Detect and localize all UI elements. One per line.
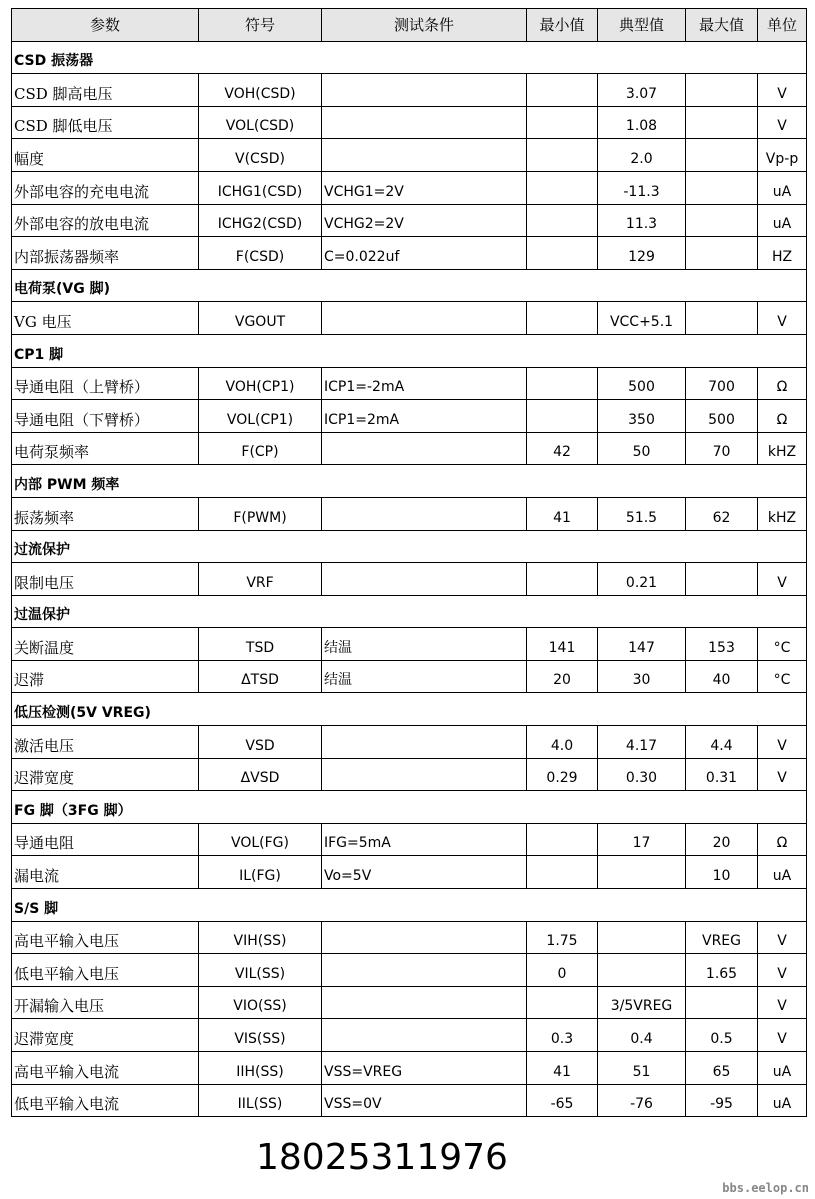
min-cell [527, 367, 598, 400]
min-cell [527, 237, 598, 270]
unit-cell: Vp-p [758, 139, 807, 172]
unit-cell: V [758, 1019, 807, 1052]
typ-cell: VCC+5.1 [598, 302, 686, 335]
unit-cell: uA [758, 856, 807, 889]
symbol-cell: ΔTSD [199, 660, 322, 693]
unit-cell: uA [758, 1052, 807, 1085]
min-cell [527, 856, 598, 889]
unit-cell: Ω [758, 823, 807, 856]
unit-cell: V [758, 563, 807, 596]
table-row [12, 400, 807, 433]
condition-cell [322, 139, 527, 172]
section-row [12, 334, 807, 367]
condition-cell [322, 563, 527, 596]
unit-cell: V [758, 106, 807, 139]
typ-cell: 350 [598, 400, 686, 433]
symbol-cell: ICHG2(CSD) [199, 204, 322, 237]
min-cell [527, 400, 598, 433]
typ-cell: 11.3 [598, 204, 686, 237]
param-cell: 外部电容的放电电流 [12, 204, 199, 237]
symbol-cell: VOH(CSD) [199, 74, 322, 107]
symbol-cell: V(CSD) [199, 139, 322, 172]
max-cell [686, 237, 758, 270]
max-cell: 40 [686, 660, 758, 693]
typ-cell: 0.4 [598, 1019, 686, 1052]
typ-cell: 147 [598, 628, 686, 661]
unit-cell: uA [758, 204, 807, 237]
typ-cell: 4.17 [598, 726, 686, 759]
section-row [12, 41, 807, 74]
header-row [12, 9, 807, 42]
symbol-cell: VOL(CP1) [199, 400, 322, 433]
section-title: 内部 PWM 频率 [12, 465, 807, 498]
table-row [12, 921, 807, 954]
section-title: CSD 振荡器 [12, 41, 807, 74]
symbol-cell: VIH(SS) [199, 921, 322, 954]
table-row [12, 1052, 807, 1085]
min-cell: 41 [527, 1052, 598, 1085]
unit-cell: V [758, 954, 807, 987]
section-row [12, 889, 807, 922]
max-cell: 1.65 [686, 954, 758, 987]
param-cell: 迟滞宽度 [12, 758, 199, 791]
table-row [12, 106, 807, 139]
condition-cell: C=0.022uf [322, 237, 527, 270]
section-row [12, 595, 807, 628]
header-min: 最小值 [527, 9, 598, 42]
max-cell: VREG [686, 921, 758, 954]
param-cell: 漏电流 [12, 856, 199, 889]
section-title: 电荷泵(VG 脚) [12, 269, 807, 302]
condition-cell [322, 954, 527, 987]
min-cell [527, 74, 598, 107]
condition-cell: ICP1=2mA [322, 400, 527, 433]
typ-cell: 3.07 [598, 74, 686, 107]
section-title: 低压检测(5V VREG) [12, 693, 807, 726]
max-cell [686, 563, 758, 596]
typ-cell: 17 [598, 823, 686, 856]
max-cell [686, 106, 758, 139]
unit-cell: V [758, 302, 807, 335]
typ-cell: 0.30 [598, 758, 686, 791]
typ-cell: -76 [598, 1084, 686, 1117]
typ-cell: -11.3 [598, 171, 686, 204]
symbol-cell: VIS(SS) [199, 1019, 322, 1052]
condition-cell: Vo=5V [322, 856, 527, 889]
table-row [12, 497, 807, 530]
min-cell: 4.0 [527, 726, 598, 759]
condition-cell: VSS=0V [322, 1084, 527, 1117]
min-cell: 42 [527, 432, 598, 465]
table-row [12, 139, 807, 172]
param-cell: VG 电压 [12, 302, 199, 335]
param-cell: 低电平输入电压 [12, 954, 199, 987]
unit-cell: V [758, 726, 807, 759]
section-title: S/S 脚 [12, 889, 807, 922]
min-cell [527, 204, 598, 237]
min-cell: 141 [527, 628, 598, 661]
max-cell: -95 [686, 1084, 758, 1117]
condition-cell: VCHG2=2V [322, 204, 527, 237]
watermark: bbs.eelop.cn [722, 1181, 809, 1195]
param-cell: CSD 脚低电压 [12, 106, 199, 139]
table-row [12, 74, 807, 107]
symbol-cell: TSD [199, 628, 322, 661]
condition-cell [322, 432, 527, 465]
table-row [12, 1084, 807, 1117]
typ-cell: 3/5VREG [598, 986, 686, 1019]
param-cell: 开漏输入电压 [12, 986, 199, 1019]
symbol-cell: VIL(SS) [199, 954, 322, 987]
typ-cell: 129 [598, 237, 686, 270]
param-cell: 外部电容的充电电流 [12, 171, 199, 204]
typ-cell: 51.5 [598, 497, 686, 530]
table-row [12, 204, 807, 237]
condition-cell [322, 497, 527, 530]
table-row [12, 302, 807, 335]
table-row [12, 660, 807, 693]
symbol-cell: VGOUT [199, 302, 322, 335]
symbol-cell: F(PWM) [199, 497, 322, 530]
min-cell: 1.75 [527, 921, 598, 954]
table-row [12, 856, 807, 889]
symbol-cell: VOL(FG) [199, 823, 322, 856]
unit-cell: V [758, 986, 807, 1019]
table-row [12, 563, 807, 596]
unit-cell: °C [758, 628, 807, 661]
param-cell: 导通电阻 [12, 823, 199, 856]
unit-cell: kHZ [758, 497, 807, 530]
section-row [12, 465, 807, 498]
header-symbol: 符号 [199, 9, 322, 42]
max-cell [686, 986, 758, 1019]
unit-cell: V [758, 758, 807, 791]
section-row [12, 269, 807, 302]
section-title: 过温保护 [12, 595, 807, 628]
symbol-cell: IL(FG) [199, 856, 322, 889]
symbol-cell: ΔVSD [199, 758, 322, 791]
table-row [12, 823, 807, 856]
section-row [12, 791, 807, 824]
symbol-cell: VIO(SS) [199, 986, 322, 1019]
condition-cell [322, 758, 527, 791]
param-cell: 内部振荡器频率 [12, 237, 199, 270]
unit-cell: HZ [758, 237, 807, 270]
min-cell [527, 986, 598, 1019]
table-row [12, 954, 807, 987]
table-row [12, 171, 807, 204]
param-cell: 限制电压 [12, 563, 199, 596]
min-cell [527, 302, 598, 335]
unit-cell: V [758, 921, 807, 954]
table-row [12, 1019, 807, 1052]
typ-cell: 2.0 [598, 139, 686, 172]
max-cell: 62 [686, 497, 758, 530]
param-cell: 迟滞宽度 [12, 1019, 199, 1052]
header-max: 最大值 [686, 9, 758, 42]
min-cell: 0 [527, 954, 598, 987]
condition-cell [322, 986, 527, 1019]
typ-cell: 30 [598, 660, 686, 693]
table-row [12, 237, 807, 270]
table-row [12, 758, 807, 791]
section-title: FG 脚（3FG 脚） [12, 791, 807, 824]
param-cell: 低电平输入电流 [12, 1084, 199, 1117]
symbol-cell: VSD [199, 726, 322, 759]
table-row [12, 367, 807, 400]
max-cell: 65 [686, 1052, 758, 1085]
param-cell: 高电平输入电流 [12, 1052, 199, 1085]
table-row [12, 628, 807, 661]
param-cell: 迟滞 [12, 660, 199, 693]
min-cell [527, 563, 598, 596]
symbol-cell: VOH(CP1) [199, 367, 322, 400]
param-cell: 关断温度 [12, 628, 199, 661]
condition-cell: 结温 [322, 628, 527, 661]
condition-cell: IFG=5mA [322, 823, 527, 856]
max-cell: 0.5 [686, 1019, 758, 1052]
table-row [12, 432, 807, 465]
unit-cell: V [758, 74, 807, 107]
min-cell: 20 [527, 660, 598, 693]
symbol-cell: IIH(SS) [199, 1052, 322, 1085]
typ-cell [598, 954, 686, 987]
condition-cell [322, 302, 527, 335]
phone-number-overlay: 18025311976 [256, 1137, 508, 1178]
condition-cell [322, 74, 527, 107]
param-cell: CSD 脚高电压 [12, 74, 199, 107]
min-cell [527, 139, 598, 172]
section-title: CP1 脚 [12, 334, 807, 367]
symbol-cell: F(CSD) [199, 237, 322, 270]
symbol-cell: IIL(SS) [199, 1084, 322, 1117]
condition-cell [322, 726, 527, 759]
param-cell: 导通电阻（下臂桥） [12, 400, 199, 433]
typ-cell: 51 [598, 1052, 686, 1085]
max-cell: 500 [686, 400, 758, 433]
max-cell [686, 302, 758, 335]
typ-cell [598, 921, 686, 954]
param-cell: 高电平输入电压 [12, 921, 199, 954]
max-cell: 0.31 [686, 758, 758, 791]
typ-cell: 0.21 [598, 563, 686, 596]
condition-cell: 结温 [322, 660, 527, 693]
max-cell: 10 [686, 856, 758, 889]
condition-cell [322, 106, 527, 139]
symbol-cell: VOL(CSD) [199, 106, 322, 139]
min-cell: 0.29 [527, 758, 598, 791]
unit-cell: uA [758, 171, 807, 204]
spec-table [11, 8, 807, 1117]
table-row [12, 986, 807, 1019]
min-cell: -65 [527, 1084, 598, 1117]
header-typ: 典型值 [598, 9, 686, 42]
section-title: 过流保护 [12, 530, 807, 563]
unit-cell: kHZ [758, 432, 807, 465]
condition-cell: VSS=VREG [322, 1052, 527, 1085]
symbol-cell: F(CP) [199, 432, 322, 465]
condition-cell [322, 1019, 527, 1052]
header-condition: 测试条件 [322, 9, 527, 42]
section-row [12, 530, 807, 563]
symbol-cell: VRF [199, 563, 322, 596]
header-unit: 单位 [758, 9, 807, 42]
min-cell [527, 171, 598, 204]
max-cell [686, 204, 758, 237]
max-cell: 153 [686, 628, 758, 661]
param-cell: 电荷泵频率 [12, 432, 199, 465]
param-cell: 幅度 [12, 139, 199, 172]
param-cell: 导通电阻（上臂桥） [12, 367, 199, 400]
max-cell: 4.4 [686, 726, 758, 759]
typ-cell [598, 856, 686, 889]
min-cell: 0.3 [527, 1019, 598, 1052]
condition-cell: VCHG1=2V [322, 171, 527, 204]
min-cell [527, 106, 598, 139]
typ-cell: 500 [598, 367, 686, 400]
max-cell: 700 [686, 367, 758, 400]
unit-cell: Ω [758, 400, 807, 433]
table-row [12, 726, 807, 759]
typ-cell: 50 [598, 432, 686, 465]
max-cell [686, 139, 758, 172]
unit-cell: Ω [758, 367, 807, 400]
symbol-cell: ICHG1(CSD) [199, 171, 322, 204]
param-cell: 激活电压 [12, 726, 199, 759]
condition-cell [322, 921, 527, 954]
section-row [12, 693, 807, 726]
max-cell: 20 [686, 823, 758, 856]
condition-cell: ICP1=-2mA [322, 367, 527, 400]
max-cell [686, 171, 758, 204]
max-cell: 70 [686, 432, 758, 465]
unit-cell: uA [758, 1084, 807, 1117]
header-param: 参数 [12, 9, 199, 42]
param-cell: 振荡频率 [12, 497, 199, 530]
min-cell: 41 [527, 497, 598, 530]
min-cell [527, 823, 598, 856]
max-cell [686, 74, 758, 107]
unit-cell: °C [758, 660, 807, 693]
typ-cell: 1.08 [598, 106, 686, 139]
